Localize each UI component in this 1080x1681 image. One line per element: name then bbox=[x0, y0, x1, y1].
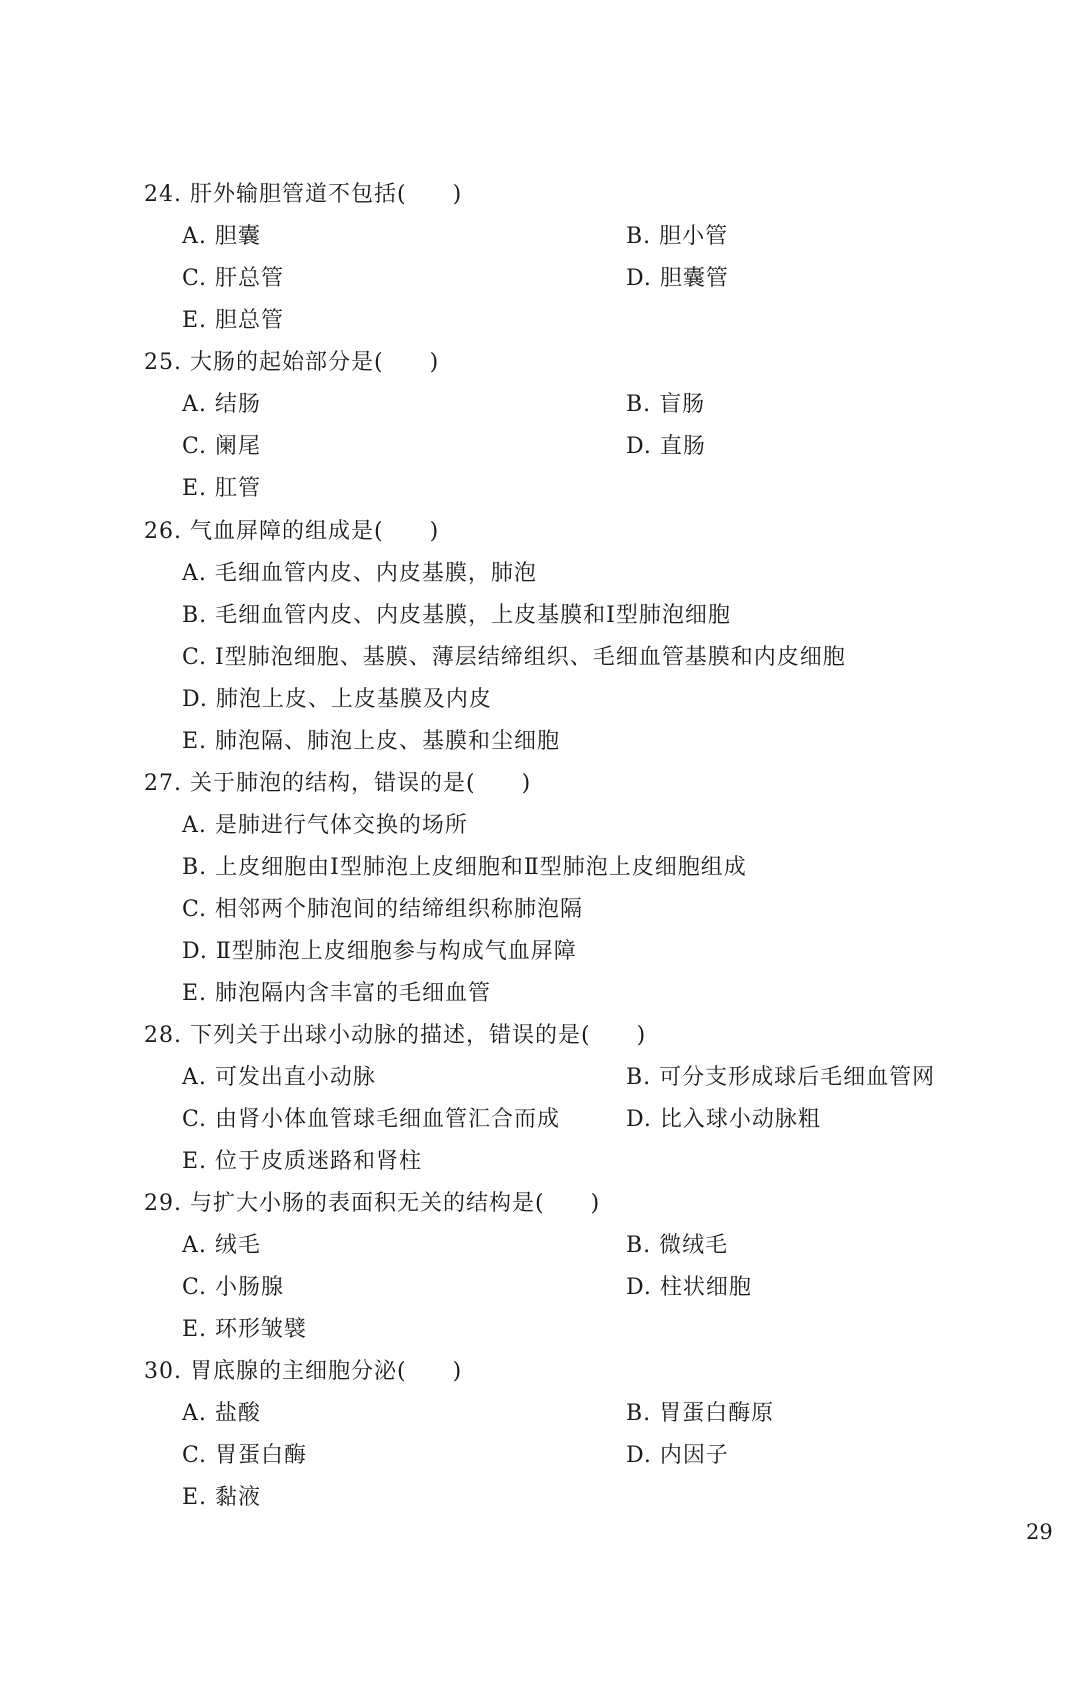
question-29-option-e: E. 环形皱襞 bbox=[182, 1317, 308, 1342]
question-24-option-b: B. 胆小管 bbox=[626, 224, 729, 249]
question-25-option-c: C. 阑尾 bbox=[182, 434, 262, 459]
question-28-option-e: E. 位于皮质迷路和肾柱 bbox=[182, 1149, 423, 1174]
question-26-option-e: E. 肺泡隔、肺泡上皮、基膜和尘细胞 bbox=[182, 729, 561, 754]
question-27-option-a: A. 是肺进行气体交换的场所 bbox=[182, 813, 468, 838]
question-26-option-d: D. 肺泡上皮、上皮基膜及内皮 bbox=[182, 687, 492, 712]
question-30-option-c: C. 胃蛋白酶 bbox=[182, 1443, 308, 1468]
question-27-option-c: C. 相邻两个肺泡间的结缔组织称肺泡隔 bbox=[182, 897, 584, 922]
question-27-stem: 27. 关于肺泡的结构，错误的是( ) bbox=[144, 771, 532, 796]
question-25-option-e: E. 肛管 bbox=[182, 476, 262, 501]
question-24-option-a: A. 胆囊 bbox=[182, 224, 261, 249]
question-30-option-a: A. 盐酸 bbox=[182, 1401, 261, 1426]
question-30-option-d: D. 内因子 bbox=[626, 1443, 729, 1468]
question-29-stem: 29. 与扩大小肠的表面积无关的结构是( ) bbox=[144, 1191, 601, 1216]
question-26-option-a: A. 毛细血管内皮、内皮基膜，肺泡 bbox=[182, 561, 537, 586]
question-30-option-e: E. 黏液 bbox=[182, 1485, 262, 1510]
question-24-option-c: C. 肝总管 bbox=[182, 266, 285, 291]
question-26-option-b: B. 毛细血管内皮、内皮基膜，上皮基膜和Ⅰ型肺泡细胞 bbox=[182, 603, 731, 628]
question-27-option-d: D. Ⅱ型肺泡上皮细胞参与构成气血屏障 bbox=[182, 939, 577, 964]
question-29-option-c: C. 小肠腺 bbox=[182, 1275, 285, 1300]
question-28-option-c: C. 由肾小体血管球毛细血管汇合而成 bbox=[182, 1107, 561, 1132]
question-25-option-d: D. 直肠 bbox=[626, 434, 706, 459]
question-25-option-a: A. 结肠 bbox=[182, 392, 261, 417]
question-28-option-b: B. 可分支形成球后毛细血管网 bbox=[626, 1065, 936, 1090]
question-26-stem: 26. 气血屏障的组成是( ) bbox=[144, 519, 440, 544]
question-24-stem: 24. 肝外输胆管道不包括( ) bbox=[144, 182, 463, 207]
page-number: 29 bbox=[1026, 1520, 1053, 1544]
question-27-option-b: B. 上皮细胞由Ⅰ型肺泡上皮细胞和Ⅱ型肺泡上皮细胞组成 bbox=[182, 855, 747, 880]
question-29-option-b: B. 微绒毛 bbox=[626, 1233, 729, 1258]
question-30-stem: 30. 胃底腺的主细胞分泌( ) bbox=[144, 1359, 463, 1384]
question-26-option-c: C. Ⅰ型肺泡细胞、基膜、薄层结缔组织、毛细血管基膜和内皮细胞 bbox=[182, 645, 846, 670]
question-25-stem: 25. 大肠的起始部分是( ) bbox=[144, 350, 440, 375]
question-29-option-d: D. 柱状细胞 bbox=[626, 1275, 752, 1300]
question-24-option-e: E. 胆总管 bbox=[182, 308, 285, 333]
question-27-option-e: E. 肺泡隔内含丰富的毛细血管 bbox=[182, 981, 492, 1006]
question-25-option-b: B. 盲肠 bbox=[626, 392, 706, 417]
question-28-option-d: D. 比入球小动脉粗 bbox=[626, 1107, 821, 1132]
question-24-option-d: D. 胆囊管 bbox=[626, 266, 729, 291]
question-30-option-b: B. 胃蛋白酶原 bbox=[626, 1401, 775, 1426]
question-28-option-a: A. 可发出直小动脉 bbox=[182, 1065, 376, 1090]
question-29-option-a: A. 绒毛 bbox=[182, 1233, 261, 1258]
question-28-stem: 28. 下列关于出球小动脉的描述，错误的是( ) bbox=[144, 1023, 647, 1048]
